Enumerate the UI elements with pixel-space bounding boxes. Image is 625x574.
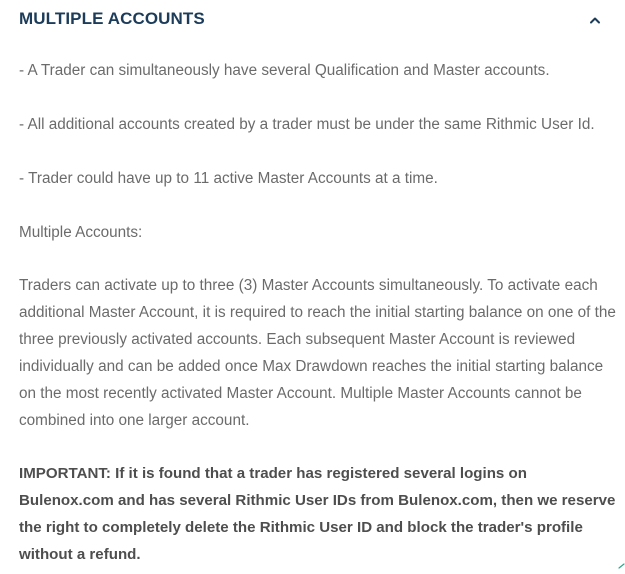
rule-text-3: - Trader could have up to 11 active Master Accounts at a time. [19, 170, 438, 187]
corner-accent-svg [617, 561, 625, 569]
corner-accent-icon [617, 556, 625, 564]
important-notice-text: IMPORTANT: If it is found that a trader has registered several logins on Bulenox.com and has several Rithmic User IDs from Bulenox.com, then we reserve the right to completely delete the Rithmic User ID and block the trader's profile without a refund. [19, 465, 616, 563]
chevron-up-icon-svg [587, 12, 603, 28]
rule-text-1: - A Trader can simultaneously have several Qualification and Master accounts. [19, 62, 550, 79]
rule-text-2: - All additional accounts created by a trader must be under the same Rithmic User Id. [19, 116, 595, 133]
accordion-header[interactable] [0, 0, 625, 40]
accordion-title: MULTIPLE ACCOUNTS [19, 9, 205, 28]
chevron-up-icon[interactable] [587, 12, 603, 28]
subheading-text: Multiple Accounts: [19, 224, 143, 241]
description-text: Traders can activate up to three (3) Master Accounts simultaneously. To activate each additional Master Account, it is required to reach the initial starting balance on one of the three previously activated accounts. Each subsequent Master Account is reviewed individually and can be added once Max Drawdown reaches the initial starting balance on the most recently activated Master Account. Multiple Master Accounts cannot be combined into one larger account. [19, 277, 616, 429]
